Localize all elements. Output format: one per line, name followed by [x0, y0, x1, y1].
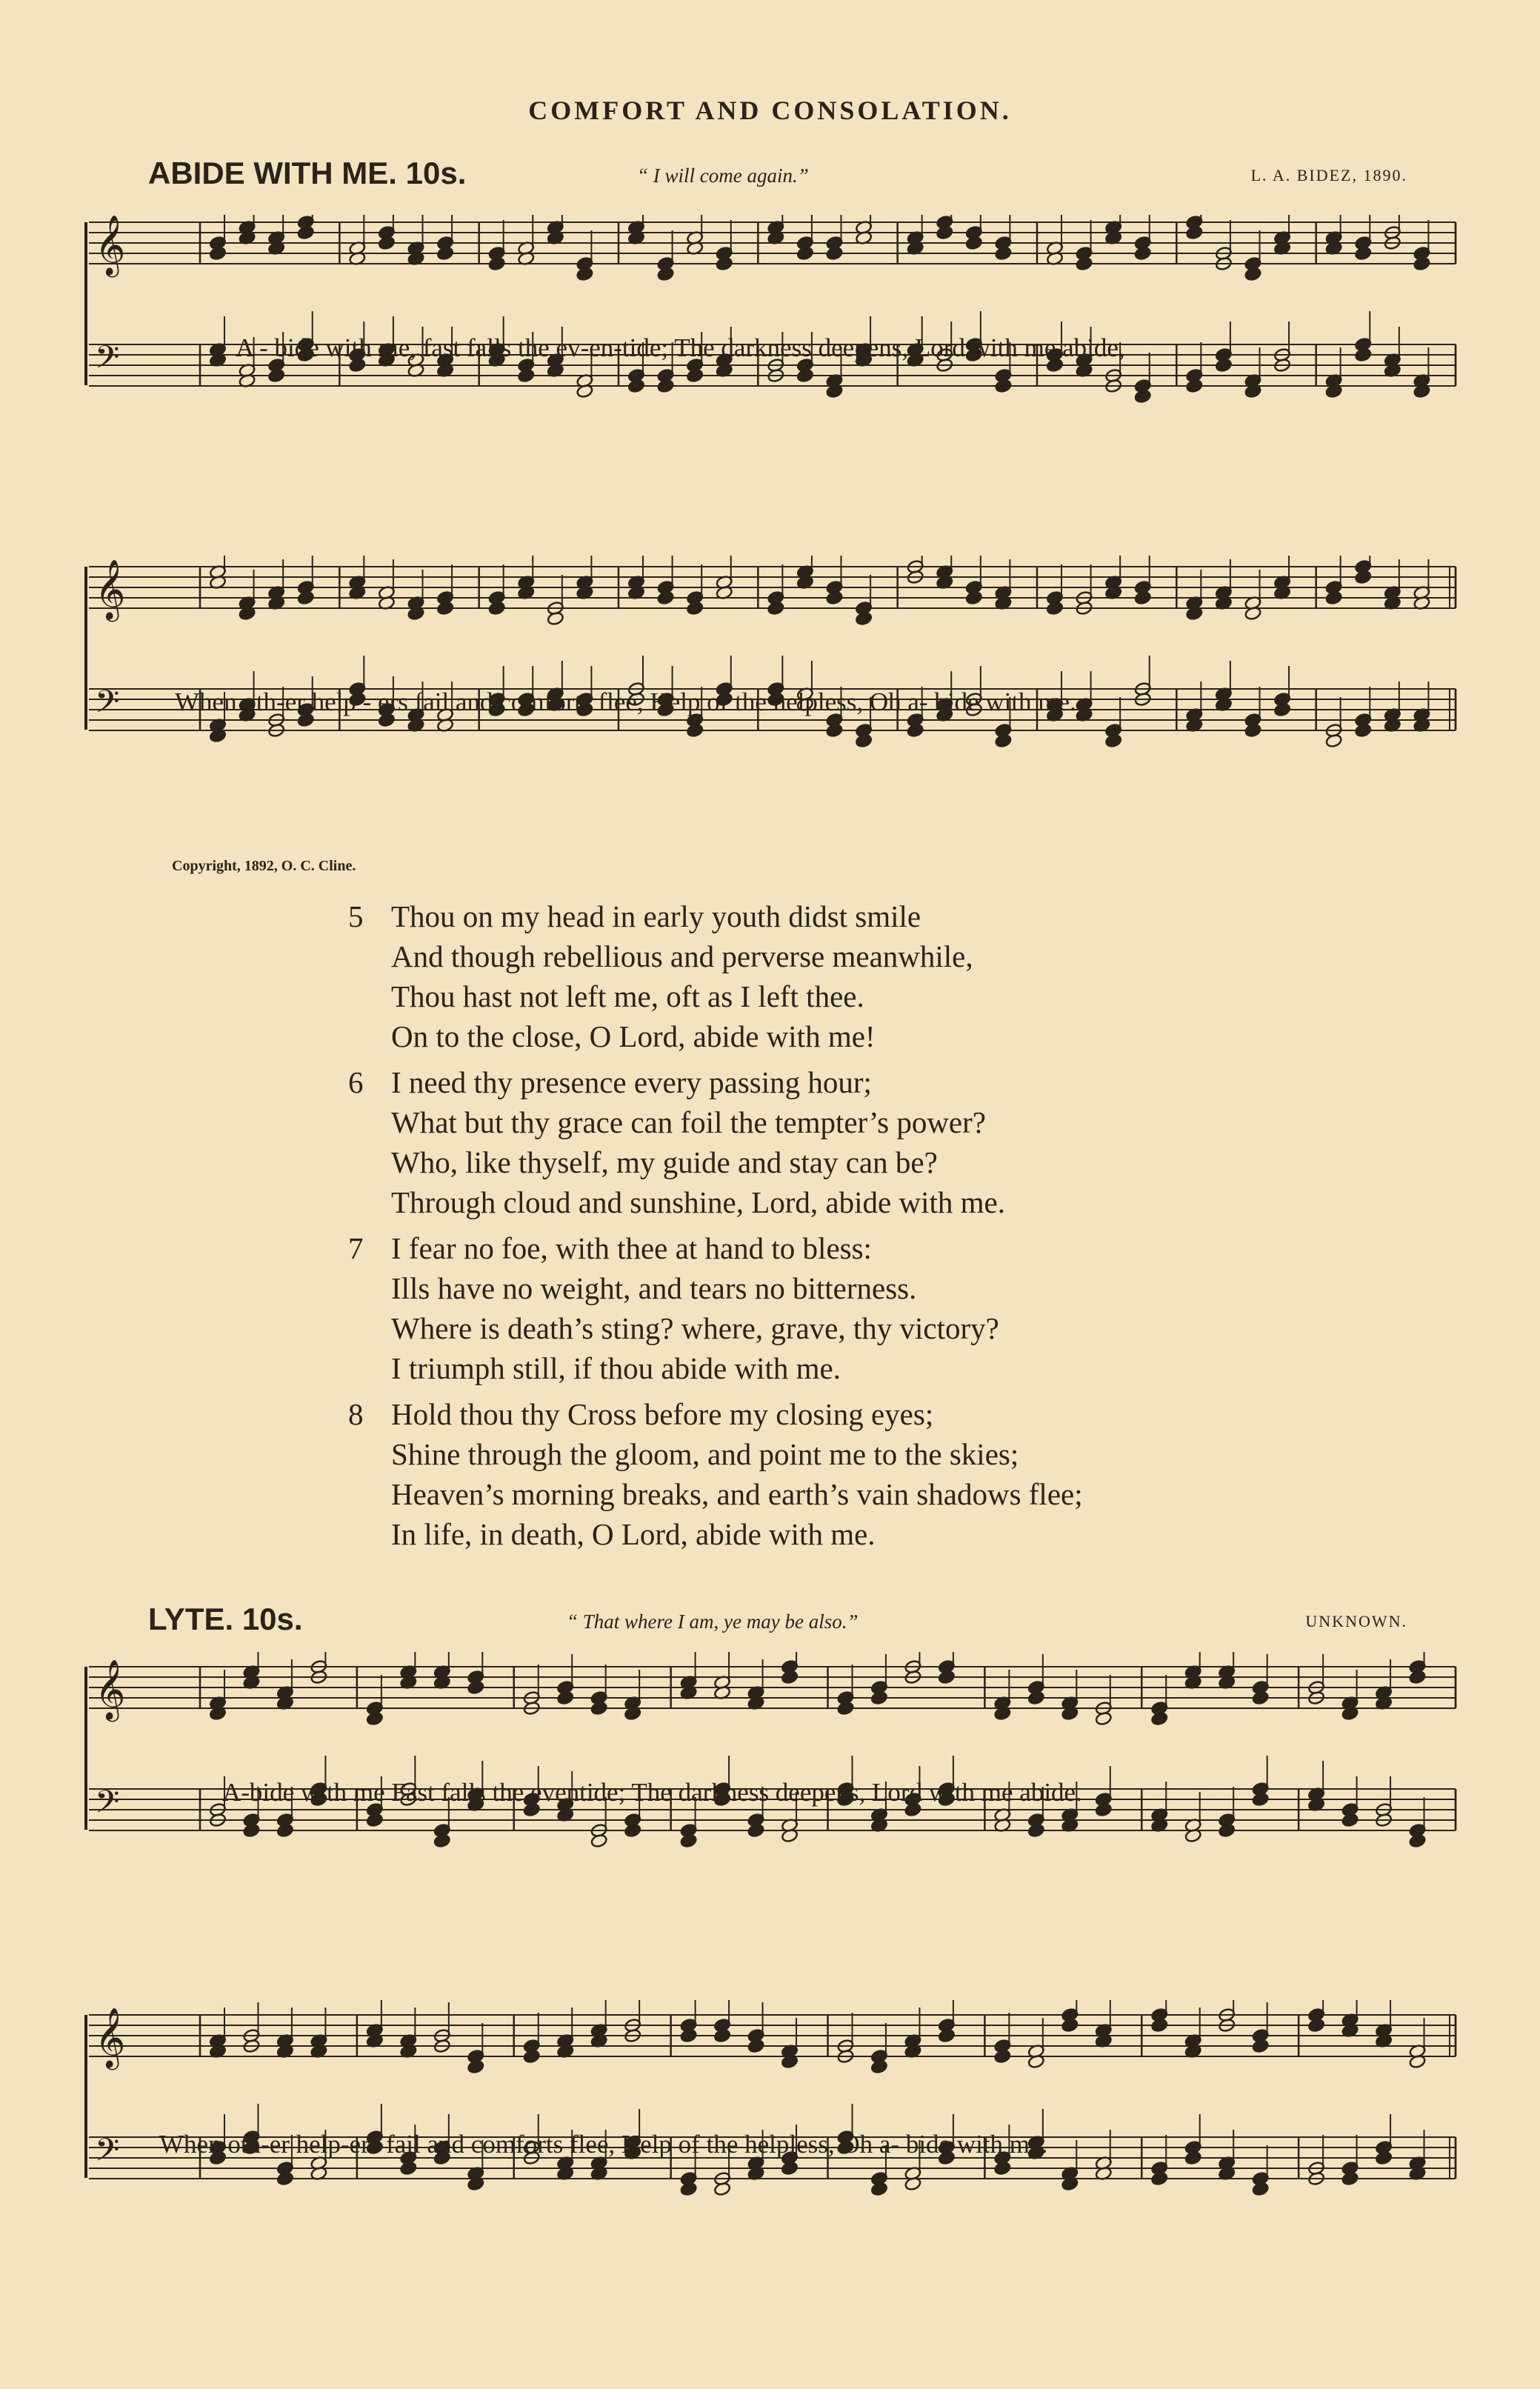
note-head — [995, 379, 1013, 393]
note-head — [680, 1833, 698, 1848]
note-head — [1218, 1823, 1236, 1838]
music-staff — [89, 1652, 1456, 1726]
note-head — [826, 723, 844, 738]
note-head — [556, 1690, 574, 1705]
note-head — [436, 601, 454, 616]
note-head — [995, 733, 1013, 748]
note-head — [826, 590, 844, 605]
note-head — [1252, 1792, 1270, 1807]
note-head — [870, 1690, 888, 1705]
note-head — [713, 2182, 731, 2196]
note-head — [1244, 267, 1262, 281]
verse-5 — [348, 896, 1385, 1056]
note-head — [686, 723, 704, 738]
hymn1-header — [148, 156, 1407, 200]
note-head — [837, 1701, 855, 1716]
bass-clef-icon: 𝄢 — [95, 684, 120, 728]
note-head — [243, 1823, 261, 1838]
note-head — [267, 368, 285, 383]
note-head — [657, 267, 675, 281]
note-head — [1341, 2171, 1359, 2186]
bass-clef-icon: 𝄢 — [95, 1784, 120, 1828]
note-head — [488, 256, 506, 271]
verse-line: Ills have no weight, and tears no bitterness. — [391, 1271, 917, 1305]
hymn1-system2-staves — [0, 556, 1540, 882]
treble-clef-icon: 𝄞 — [95, 559, 126, 619]
verse-line: Through cloud and sunshine, Lord, abide with me. — [391, 1185, 1005, 1219]
note-head — [1252, 2039, 1270, 2053]
hymn2-name: LYTE. 10s. — [148, 1602, 303, 1636]
note-head — [747, 2039, 765, 2053]
note-head — [938, 2028, 956, 2043]
note-head — [400, 2161, 418, 2176]
note-head — [1184, 2150, 1202, 2165]
note-head — [1325, 590, 1343, 605]
note-head — [276, 2171, 294, 2186]
note-head — [366, 1711, 384, 1726]
verse-number: 5 — [348, 899, 364, 933]
verse-line: Thou on my head in early youth didst smile — [391, 899, 921, 933]
hymn2-epigraph: “ That where I am, ye may be also.” — [567, 1610, 859, 1633]
note-head — [1409, 1670, 1427, 1685]
note-head — [436, 246, 454, 261]
note-head — [576, 267, 594, 281]
note-head — [1186, 379, 1204, 393]
verse-line: In life, in death, O Lord, abide with me. — [391, 1517, 876, 1551]
verse-line: I need thy presence every passing hour; — [391, 1065, 872, 1099]
note-head — [938, 1670, 956, 1685]
note-head — [1095, 1711, 1113, 1726]
note-head — [657, 590, 675, 605]
note-head — [870, 2059, 888, 2074]
note-head — [855, 733, 873, 748]
note-head — [1134, 389, 1152, 404]
note-head — [488, 601, 506, 616]
note-head — [366, 1813, 384, 1827]
hymn1-lyric-line2: When oth-er help - ers fail and comforts flee, Help of the helpless, Oh a- bide with me. — [175, 687, 1076, 716]
hymn1-author: L. A. BIDEZ, 1890. — [1250, 166, 1407, 184]
treble-clef-icon: 𝄞 — [95, 2007, 126, 2068]
note-head — [1150, 2171, 1168, 2186]
note-head — [467, 1680, 484, 1695]
note-head — [209, 246, 227, 261]
note-head — [796, 368, 814, 383]
hymn1-system1-staves — [0, 215, 1540, 541]
verse-line: Heaven’s morning breaks, and earth’s vain shadows flee; — [391, 1477, 1083, 1511]
verse-line: Where is death’s sting? where, grave, thy victory? — [391, 1311, 999, 1345]
note-head — [1134, 590, 1152, 605]
note-head — [965, 590, 983, 605]
verse-line: Who, like thyself, my guide and stay can be? — [391, 1145, 938, 1179]
note-head — [1354, 246, 1372, 261]
note-head — [994, 2049, 1012, 2064]
note-head — [686, 601, 704, 616]
note-head — [1095, 1802, 1113, 1817]
note-head — [713, 2028, 731, 2043]
hymn1-copyright: Copyright, 1892, O. C. Cline. — [172, 858, 356, 874]
note-head — [936, 225, 953, 240]
treble-clef-icon: 𝄞 — [95, 1659, 126, 1719]
note-head — [994, 2161, 1012, 2176]
note-head — [907, 723, 924, 738]
note-head — [590, 1701, 608, 1716]
note-head — [1150, 2018, 1168, 2033]
note-head — [995, 246, 1013, 261]
note-head — [781, 1670, 799, 1685]
note-head — [1252, 2182, 1270, 2196]
note-head — [433, 1833, 451, 1848]
verse-line: On to the close, O Lord, abide with me! — [391, 1019, 876, 1053]
treble-clef-icon: 𝄞 — [95, 215, 126, 275]
note-head — [965, 236, 983, 250]
note-head — [467, 2059, 484, 2074]
note-head — [686, 368, 704, 383]
note-head — [1244, 723, 1262, 738]
music-staff — [89, 2000, 1456, 2074]
verse-line: What but thy grace can foil the tempter’s power? — [391, 1105, 986, 1139]
note-head — [767, 601, 785, 616]
verse-8 — [348, 1394, 1385, 1554]
note-head — [1252, 1690, 1270, 1705]
bass-clef-icon: 𝄢 — [95, 339, 120, 384]
verse-line: Shine through the gloom, and point me to the skies; — [391, 1437, 1019, 1471]
note-head — [1027, 1690, 1045, 1705]
note-head — [297, 590, 315, 605]
verse-line: Hold thou thy Cross before my closing eyes; — [391, 1397, 934, 1431]
verse-line: Thou hast not left me, oft as I left thee. — [391, 979, 864, 1013]
note-head — [657, 379, 675, 393]
hymn2-lyric-line2: When oth-er help-ers fail and comforts flee, Help of the helpless, Oh a- bide with me. — [159, 2130, 1048, 2159]
section-title: COMFORT AND CONSOLATION. — [528, 96, 1012, 125]
verse-7 — [348, 1228, 1385, 1388]
note-head — [781, 2161, 799, 2176]
note-head — [1409, 1833, 1427, 1848]
note-head — [1354, 570, 1372, 584]
note-head — [1186, 225, 1204, 240]
note-head — [1027, 1823, 1045, 1838]
note-head — [590, 1833, 608, 1848]
note-head — [1104, 733, 1122, 748]
verses-block — [348, 896, 1385, 1560]
note-head — [276, 1823, 294, 1838]
music-staff — [89, 556, 1456, 626]
hymn1-lyric-line1: A - bide with me, fast falls the ev-en-tide; The darkness deepens, Lord with me abide, — [236, 333, 1125, 362]
verse-number: 8 — [348, 1397, 364, 1431]
note-head — [1061, 2018, 1079, 2033]
bass-clef-icon: 𝄢 — [95, 2132, 120, 2176]
note-head — [855, 611, 873, 626]
note-head — [1325, 733, 1343, 748]
note-head — [1307, 2018, 1325, 2033]
note-head — [523, 2049, 541, 2064]
note-head — [747, 1823, 765, 1838]
note-head — [796, 246, 814, 261]
note-head — [1150, 1711, 1168, 1726]
hymn2-author: UNKNOWN. — [1305, 1612, 1407, 1630]
note-head — [517, 368, 535, 383]
hymn2-lyric-line1: A-bide with me Fast falls the eventide; The darkness deepens, Lord with me abide. — [222, 1778, 1082, 1807]
note-head — [1375, 2150, 1393, 2165]
note-head — [680, 2182, 698, 2196]
hymn2-header — [148, 1602, 1407, 1646]
note-head — [1413, 256, 1431, 271]
verse-line: I fear no foe, with thee at hand to bless: — [391, 1231, 872, 1265]
hymn1-epigraph: “ I will come again.” — [637, 164, 809, 187]
note-head — [1076, 256, 1093, 271]
note-head — [547, 611, 564, 626]
note-head — [1273, 702, 1291, 717]
note-head — [1354, 723, 1372, 738]
verse-line: And though rebellious and perverse meanwhile, — [391, 939, 973, 973]
verse-line: I triumph still, if thou abide with me. — [391, 1351, 841, 1385]
note-head — [716, 256, 733, 271]
note-head — [1134, 246, 1152, 261]
note-head — [870, 2182, 888, 2196]
note-head — [680, 2028, 698, 2043]
hymn1-name: ABIDE WITH ME. 10s. — [148, 156, 467, 190]
note-head — [378, 236, 396, 250]
note-head — [1046, 601, 1064, 616]
note-head — [1341, 1813, 1359, 1827]
note-head — [297, 225, 315, 240]
note-head — [624, 1823, 641, 1838]
note-head — [1354, 347, 1372, 362]
verse-number: 7 — [348, 1231, 364, 1265]
verse-6 — [348, 1062, 1385, 1222]
verse-number: 6 — [348, 1065, 364, 1099]
note-head — [1215, 358, 1233, 373]
note-head — [627, 379, 645, 393]
music-staff — [89, 215, 1456, 281]
note-head — [826, 246, 844, 261]
